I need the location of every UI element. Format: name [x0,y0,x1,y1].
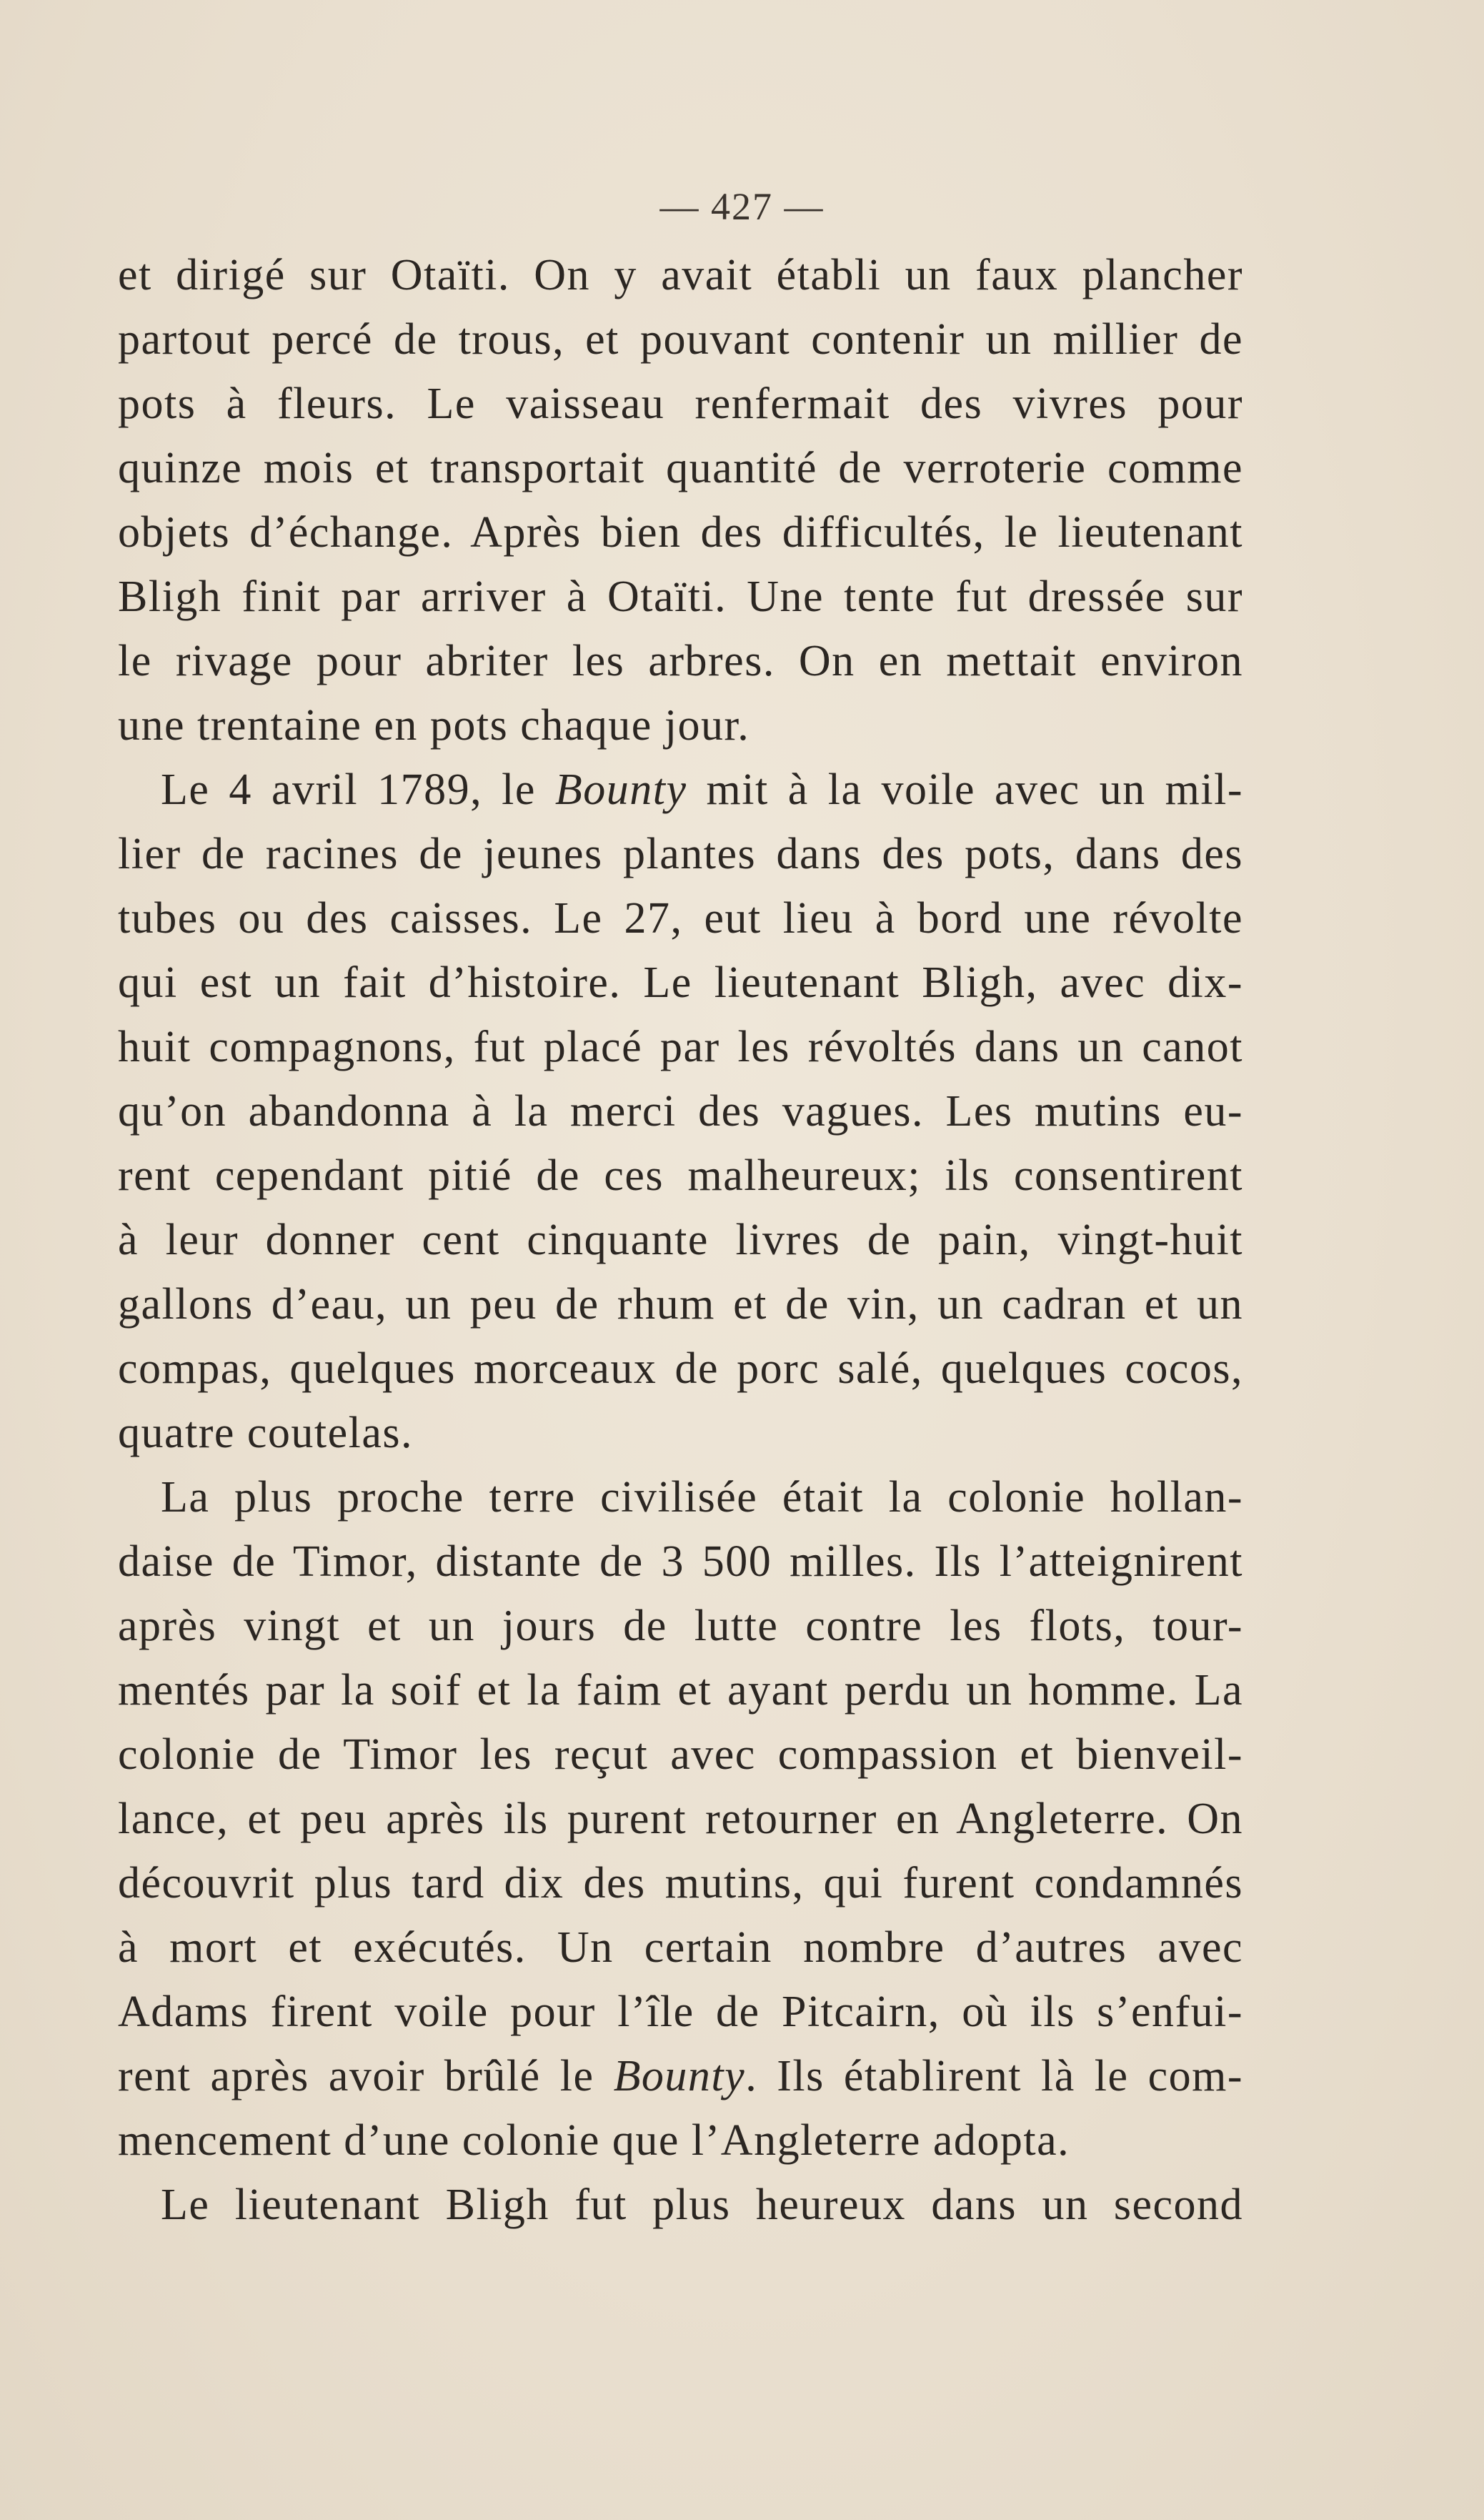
text-line: partout percé de trous, et pouvant contenir un millier de [118,315,1243,364]
text-line: à leur donner cent cinquante livres de pain, vingt-huit [118,1216,1243,1264]
text-line: Adams firent voile pour l’île de Pitcairn, où ils s’enfui- [118,1988,1243,2036]
text-line: rent après avoir brûlé le Bounty. Ils établirent là le com- [118,2052,1243,2100]
text-line: le rivage pour abriter les arbres. On en mettait environ [118,637,1243,685]
ship-name: Bounty [613,2052,746,2100]
text-line: rent cependant pitié de ces malheureux; ils consentirent [118,1151,1243,1200]
text-line: compas, quelques morceaux de porc salé, quelques cocos, [118,1344,1243,1393]
body-text [118,243,1243,2237]
ship-name: Bounty [554,765,687,814]
page-number: — 427 — [659,185,825,228]
text-line: une trentaine en pots chaque jour. [118,701,750,750]
text-line: daise de Timor, distante de 3 500 milles. Ils l’atteignirent [118,1537,1243,1586]
text-line: Le lieutenant Bligh fut plus heureux dans un second [161,2181,1243,2229]
text-line: qu’on abandonna à la merci des vagues. Les mutins eu- [118,1087,1243,1136]
text-line: Le 4 avril 1789, le Bounty mit à la voile avec un mil- [161,765,1243,814]
text-line: à mort et exécutés. Un certain nombre d’autres avec [118,1923,1243,1972]
text-line: mencement d’une colonie que l’Angleterre adopta. [118,2116,1070,2165]
text-line: mentés par la soif et la faim et ayant perdu un homme. La [118,1666,1243,1715]
text-line: gallons d’eau, un peu de rhum et de vin, un cadran et un [118,1280,1243,1329]
text-line: huit compagnons, fut placé par les révoltés dans un canot [118,1023,1243,1071]
text-line: Bligh finit par arriver à Otaïti. Une tente fut dressée sur [118,572,1243,621]
text-line: pots à fleurs. Le vaisseau renfermait des vivres pour [118,380,1243,428]
text-line: après vingt et un jours de lutte contre les flots, tour- [118,1602,1243,1650]
text-line: La plus proche terre civilisée était la colonie hollan- [161,1473,1243,1522]
text-line: quinze mois et transportait quantité de verroterie comme [118,444,1243,492]
text-line: lier de racines de jeunes plantes dans des pots, dans des [118,830,1243,878]
text-line: colonie de Timor les reçut avec compassion et bienveil- [118,1730,1243,1779]
text-line: qui est un fait d’histoire. Le lieutenant Bligh, avec dix- [118,958,1243,1007]
text-line: objets d’échange. Après bien des difficultés, le lieutenant [118,508,1243,557]
text-line: tubes ou des caisses. Le 27, eut lieu à bord une révolte [118,894,1243,943]
text-line: quatre coutelas. [118,1409,414,1457]
text-line: découvrit plus tard dix des mutins, qui furent condamnés [118,1859,1243,1908]
text-line: lance, et peu après ils purent retourner en Angleterre. On [118,1795,1243,1843]
text-line: et dirigé sur Otaïti. On y avait établi un faux plancher [118,251,1243,299]
